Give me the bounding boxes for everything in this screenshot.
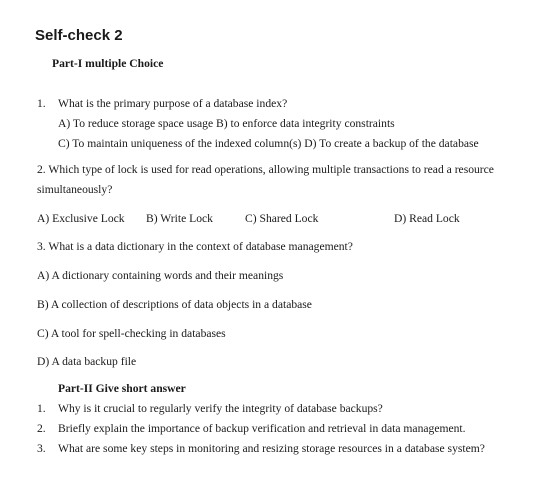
q1-number: 1. [37, 97, 46, 110]
q2-option-d: D) Read Lock [394, 212, 460, 225]
p2-q1-text: Why is it crucial to regularly verify the integrity of database backups? [58, 402, 383, 415]
p2-q2-text: Briefly explain the importance of backup verification and retrieval in data management. [58, 422, 466, 435]
q2-option-a: A) Exclusive Lock [37, 212, 125, 225]
q2-option-b: B) Write Lock [146, 212, 213, 225]
q3-option-c: C) A tool for spell-checking in databases [37, 327, 226, 340]
p2-q2-number: 2. [37, 422, 46, 435]
q2-option-c: C) Shared Lock [245, 212, 319, 225]
q3-option-d: D) A data backup file [37, 355, 137, 368]
q1-options-line1: A) To reduce storage space usage B) to enforce data integrity constraints [58, 117, 395, 130]
q1-options-line2: C) To maintain uniqueness of the indexed column(s) D) To create a backup of the database [58, 137, 479, 150]
p2-q1-number: 1. [37, 402, 46, 415]
page-title: Self-check 2 [35, 27, 123, 44]
p2-q3-number: 3. [37, 442, 46, 455]
q2-text-line2: simultaneously? [37, 183, 113, 196]
q1-text: What is the primary purpose of a database index? [58, 97, 288, 110]
part2-heading: Part-II Give short answer [58, 382, 186, 395]
q3-option-b: B) A collection of descriptions of data objects in a database [37, 298, 312, 311]
p2-q3-text: What are some key steps in monitoring and resizing storage resources in a database system? [58, 442, 485, 455]
part1-heading: Part-I multiple Choice [52, 57, 164, 70]
q3-option-a: A) A dictionary containing words and their meanings [37, 269, 284, 282]
q2-text-line1: 2. Which type of lock is used for read operations, allowing multiple transactions to read a resource [37, 163, 494, 176]
q3-text: 3. What is a data dictionary in the context of database management? [37, 240, 353, 253]
